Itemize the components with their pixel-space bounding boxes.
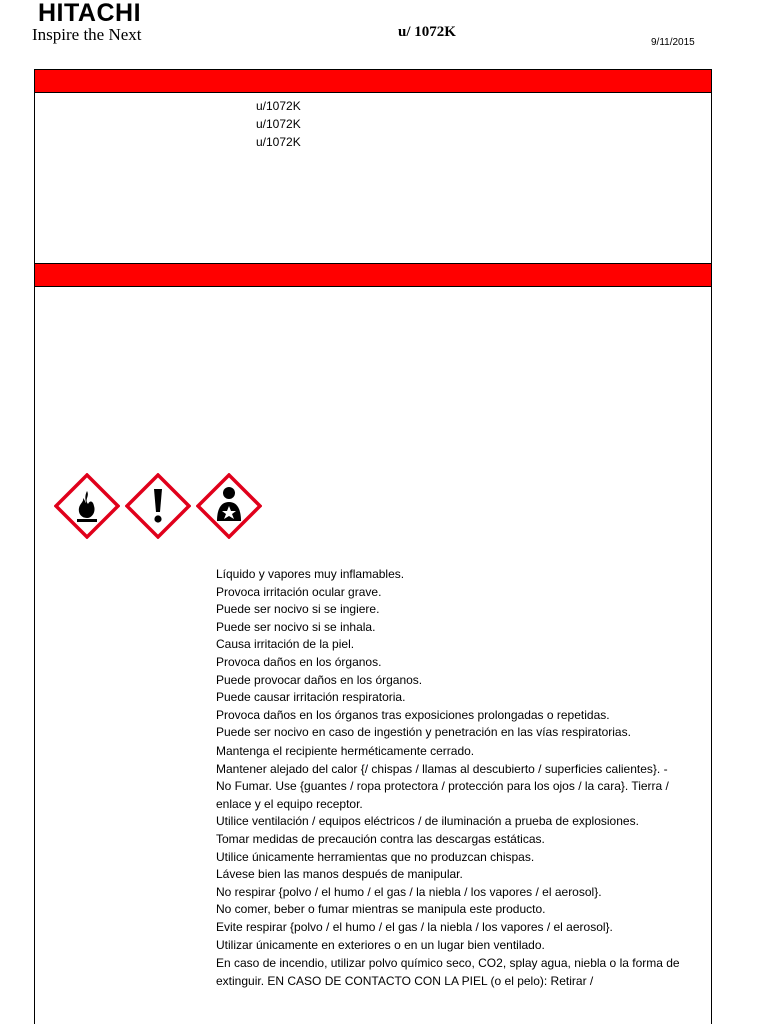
hazard-statements — [216, 566, 686, 742]
brand-tagline: Inspire the Next — [32, 25, 142, 44]
exclamation-icon — [125, 473, 191, 539]
identification-line: u/1072K — [256, 117, 301, 131]
precautionary-statement: Utilice únicamente herramientas que no produzcan chispas. — [216, 849, 535, 864]
identification-line: u/1072K — [256, 99, 301, 113]
document-title: u/ 1072K — [398, 24, 456, 40]
health-hazard-icon — [196, 473, 262, 539]
section-1-box — [34, 93, 712, 263]
hazard-statement: Puede ser nocivo si se inhala. — [216, 619, 376, 634]
precautionary-statement: No comer, beber o fumar mientras se manipula este producto. — [216, 902, 546, 917]
precautionary-statements — [216, 743, 686, 954]
precautionary-statement: Mantener alejado del calor {/ chispas / llamas al descubierto / superficies calientes}. - No Fumar. Use {guantes / ropa protectora / protección para los ojos / la cara}. Tierra / enlace y el equipo receptor. — [216, 761, 669, 811]
identification-line: u/1072K — [256, 135, 301, 149]
hazard-statement: Provoca irritación ocular grave. — [216, 584, 382, 599]
hazard-statement: Puede ser nocivo en caso de ingestión y penetración en las vías respiratorias. — [216, 725, 631, 740]
precautionary-statement: Utilice ventilación / equipos eléctricos / de iluminación a prueba de explosiones. — [216, 814, 639, 829]
hazard-statement: Puede ser nocivo si se ingiere. — [216, 602, 380, 617]
hazard-statement: Provoca daños en los órganos tras exposiciones prolongadas o repetidas. — [216, 707, 610, 722]
hazard-statement: Puede causar irritación respiratoria. — [216, 690, 406, 705]
response-statement: En caso de incendio, utilizar polvo químico seco, CO2, splay agua, niebla o la forma de extinguir. EN CASO DE CONTACTO CON LA PIEL (o el pelo): Retirar / — [216, 956, 680, 988]
hazard-statement: Provoca daños en los órganos. — [216, 654, 382, 669]
flame-icon — [54, 473, 120, 539]
document-date: 9/11/2015 — [651, 37, 695, 48]
precautionary-statement: Evite respirar {polvo / el humo / el gas / la niebla / los vapores / el aerosol}. — [216, 919, 613, 934]
precautionary-statement: No respirar {polvo / el humo / el gas / la niebla / los vapores / el aerosol}. — [216, 884, 602, 899]
identification-list — [256, 97, 301, 151]
precautionary-statement: Utilizar únicamente en exteriores o en un lugar bien ventilado. — [216, 937, 545, 952]
hazard-statement: Causa irritación de la piel. — [216, 637, 355, 652]
precautionary-statement: Tomar medidas de precaución contra las descargas estáticas. — [216, 831, 545, 846]
hazard-statement: Líquido y vapores muy inflamables. — [216, 567, 405, 581]
precautionary-statement: Mantenga el recipiente herméticamente cerrado. — [216, 744, 475, 758]
brand-logo: HITACHI — [38, 0, 142, 27]
section-1-header-bar — [34, 69, 712, 93]
response-statements — [216, 955, 686, 990]
precautionary-statement: Lávese bien las manos después de manipular. — [216, 867, 463, 882]
hazard-statement: Puede provocar daños en los órganos. — [216, 672, 423, 687]
section-2-header-bar — [34, 263, 712, 287]
